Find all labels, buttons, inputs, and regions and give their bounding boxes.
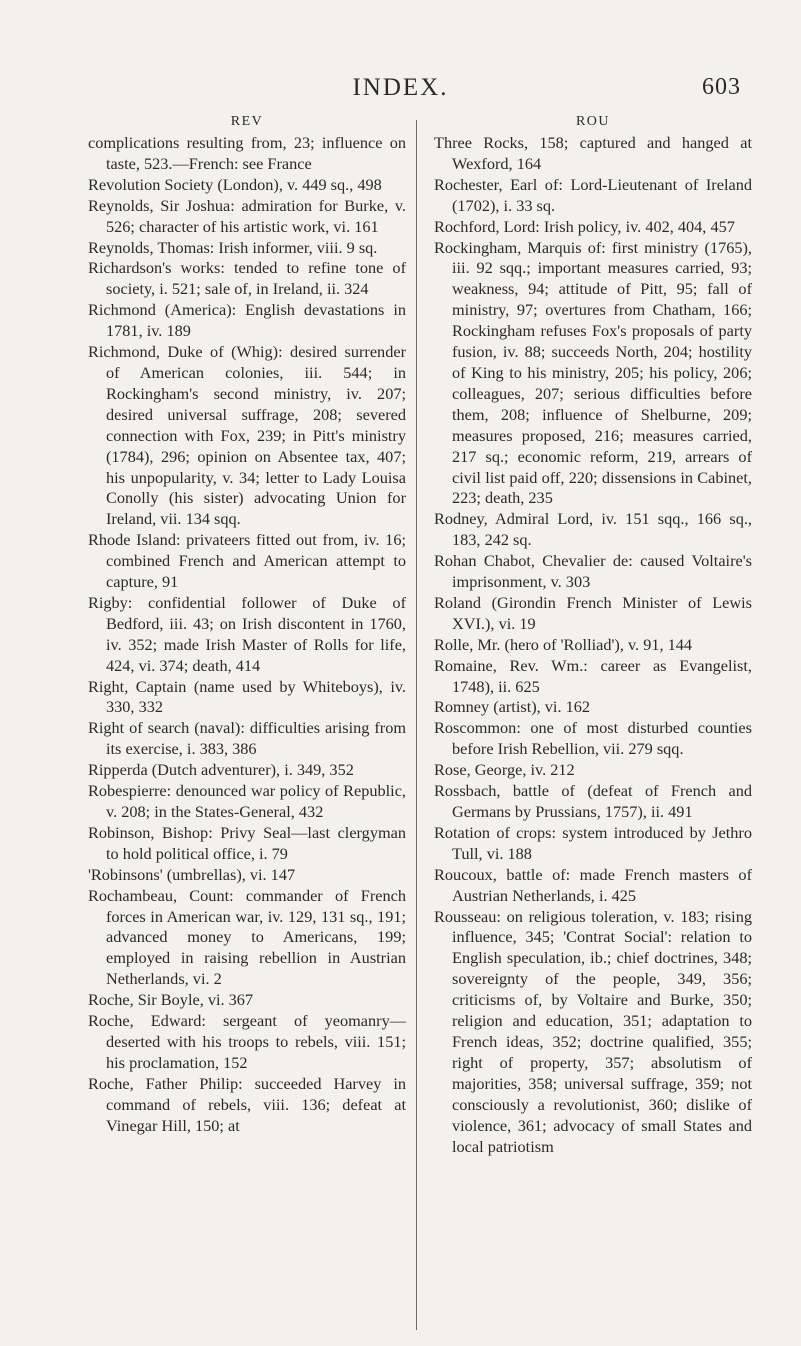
index-entry: Right, Captain (name used by Whiteboys), iv. 330, 332 — [88, 676, 406, 717]
right-guide-word: ROU — [575, 114, 611, 129]
index-entry: Rotation of crops: system introduced by Jethro Tull, vi. 188 — [434, 822, 752, 863]
index-entry: Romaine, Rev. Wm.: career as Evangelist, 1748), ii. 625 — [434, 655, 752, 696]
index-entry: Rossbach, battle of (defeat of French and Germans by Prussians, 1757), ii. 491 — [434, 781, 752, 821]
index-entry: 'Robinsons' (umbrellas), vi. 147 — [88, 864, 296, 884]
column-divider — [416, 120, 417, 1330]
index-entry: Revolution Society (London), v. 449 sq., 498 — [88, 174, 382, 194]
index-entry: Rochford, Lord: Irish policy, iv. 402, 404, 457 — [434, 216, 735, 236]
index-entry: Roche, Sir Boyle, vi. 367 — [88, 990, 254, 1010]
index-entry: Rousseau: on religious toleration, v. 183; rising influence, 345; 'Contrat Social': relation to English speculation, ib.; chief doctrines, 348; sovereignty of the people, 349, 356; criticisms of, by Voltaire and Burke, 350; religion and education, 351; adaptation to French ideas, 352; doctrine qualified, 355; right of property, 357; absolutism of majorities, 358; universal suffrage, 359; not consciously a revolutionist, 360; dislike of violence, 361; advocacy of small States and local patriotism — [434, 906, 752, 1156]
page-title: INDEX. — [352, 74, 449, 101]
index-entry: Roucoux, battle of: made French masters of Austrian Netherlands, i. 425 — [434, 864, 752, 905]
index-entry: Rohan Chabot, Chevalier de: caused Voltaire's imprisonment, v. 303 — [434, 551, 752, 592]
index-entry: Rigby: confidential follower of Duke of Bedford, iii. 43; on Irish discontent in 1760, iv. 352; made Irish Master of Rolls for life, 424, vi. 374; death, 414 — [88, 592, 406, 675]
index-entry: Roland (Girondin French Minister of Lewis XVI.), vi. 19 — [434, 592, 752, 633]
index-entry: Roscommon: one of most disturbed counties before Irish Rebellion, vii. 279 sqq. — [434, 718, 752, 759]
index-entry: Robinson, Bishop: Privy Seal—last clergyman to hold political office, i. 79 — [88, 822, 406, 863]
right-column — [434, 112, 752, 1157]
page-number: 603 — [702, 74, 741, 100]
left-guide-word: REV — [230, 114, 264, 129]
index-entry: Richmond, Duke of (Whig): desired surrender of American colonies, iii. 544; in Rockingham's second ministry, iv. 207; desired universal suffrage, 208; severed connection with Fox, 239; in Pitt's ministry (1784), 296; opinion on Absentee tax, 407; his unpopularity, v. 34; letter to Lady Louisa Conolly (his sister) advocating Union for Ireland, vii. 134 sqq. — [88, 342, 406, 529]
index-entry: Rolle, Mr. (hero of 'Rolliad'), v. 91, 144 — [434, 634, 693, 654]
index-entry: Rhode Island: privateers fitted out from, iv. 16; combined French and American attempt to capture, 91 — [88, 530, 406, 592]
index-entry: Rockingham, Marquis of: first ministry (1765), iii. 92 sqq.; important measures carried, 93; weakness, 94; attitude of Pitt, 95; fall of ministry, 97; overtures from Chatham, 166; Rockingham refuses Fox's proposals of party fusion, iv. 88; succeeds North, 204; hostility of King to his ministry, 205; his policy, 206; colleagues, 207; serious difficulties before them, 208; influence of Shelburne, 209; measures proposed, 216; measures carried, 217 sq.; economic reform, 219, arrears of civil list paid off, 220; dissensions in Cabinet, 223; death, 235 — [434, 237, 752, 508]
index-entry: Roche, Edward: sergeant of yeomanry—deserted with his troops to rebels, viii. 151; his proclamation, 152 — [88, 1011, 406, 1072]
index-entry: Robespierre: denounced war policy of Republic, v. 208; in the States-General, 432 — [88, 781, 406, 821]
index-entry: Richardson's works: tended to refine tone of society, i. 521; sale of, in Ireland, ii. 324 — [88, 258, 406, 299]
index-entry: Richmond (America): English devastations in 1781, iv. 189 — [88, 300, 406, 341]
index-entry: Rochester, Earl of: Lord-Lieutenant of Ireland (1702), i. 33 sq. — [434, 174, 752, 215]
index-entry: Right of search (naval): difficulties arising from its exercise, i. 383, 386 — [88, 718, 406, 759]
index-entry: Three Rocks, 158; captured and hanged at Wexford, 164 — [434, 133, 752, 173]
index-entry: Roche, Father Philip: succeeded Harvey in command of rebels, viii. 136; defeat at Vinegar Hill, 150; at — [88, 1073, 406, 1135]
index-entry: Reynolds, Sir Joshua: admiration for Burke, v. 526; character of his artistic work, vi. 161 — [88, 195, 406, 236]
index-entry: Rose, George, iv. 212 — [434, 760, 575, 780]
index-entry: Romney (artist), vi. 162 — [434, 697, 591, 717]
index-entry: complications resulting from, 23; influence on taste, 523.—French: see France — [88, 133, 406, 173]
index-entry: Reynolds, Thomas: Irish informer, viii. 9 sq. — [88, 237, 378, 257]
left-column — [88, 112, 406, 1137]
running-head — [0, 74, 801, 104]
index-entry: Rodney, Admiral Lord, iv. 151 sqq., 166 sq., 183, 242 sq. — [434, 509, 752, 550]
index-entry: Ripperda (Dutch adventurer), i. 349, 352 — [88, 760, 354, 780]
index-entry: Rochambeau, Count: commander of French forces in American war, iv. 129, 131 sq., 191; advanced money to Americans, 199; employed in raising rebellion in Austrian Netherlands, vi. 2 — [88, 885, 406, 989]
